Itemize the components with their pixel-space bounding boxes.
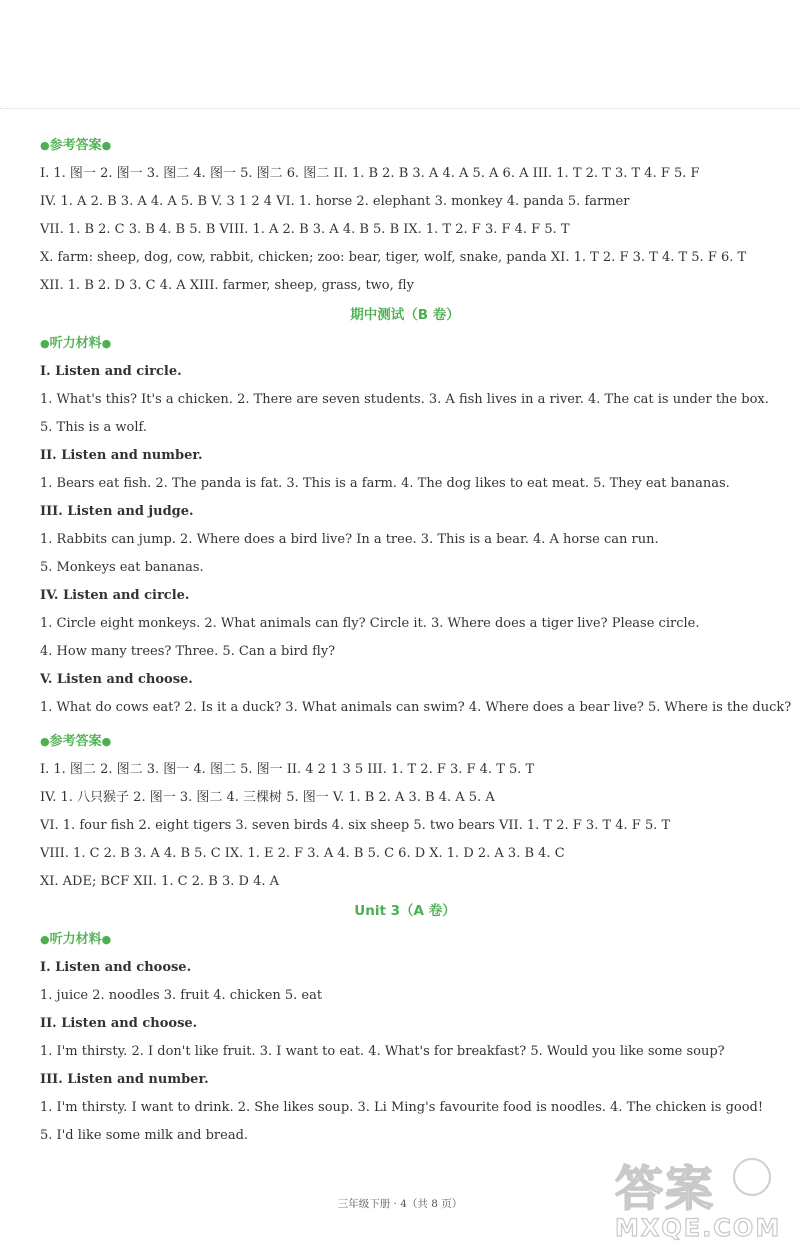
bullet-dot-icon: ●: [40, 139, 50, 152]
watermark-domain: MXQE.COM: [615, 1214, 782, 1242]
answer-line: IV. 1. 八只猴子 2. 图一 3. 图二 4. 三棵树 5. 图一 V. 1. B 2. A 3. B 4. A 5. A: [40, 790, 495, 805]
part-heading: III. Listen and judge.: [40, 504, 194, 519]
bullet-dot-icon: ●: [40, 337, 50, 350]
part-heading: II. Listen and number.: [40, 448, 203, 463]
answer-line: VIII. 1. C 2. B 3. A 4. B 5. C IX. 1. E 2. F 3. A 4. B 5. C 6. D X. 1. D 2. A 3. B 4. C: [40, 846, 565, 861]
bullet-dot-icon: ●: [40, 735, 50, 748]
part-heading: III. Listen and number.: [40, 1072, 209, 1087]
page-footer: 三年级下册 · 4（共 8 页）: [337, 1198, 463, 1210]
answer-line: I. 1. 图二 2. 图二 3. 图一 4. 图二 5. 图一 II. 4 2 1 3 5 III. 1. T 2. F 3. F 4. T 5. T: [40, 762, 535, 777]
watermark-text: 答案: [615, 1161, 716, 1217]
part-heading: IV. Listen and circle.: [40, 588, 190, 603]
bullet-dot-icon: ●: [40, 933, 50, 946]
section-tag-listening-2: ●听力材料●: [40, 932, 112, 947]
bullet-dot-icon: ●: [101, 933, 112, 946]
transcript-line: 1. juice 2. noodles 3. fruit 4. chicken 5. eat: [40, 988, 323, 1003]
bullet-dot-icon: ●: [101, 337, 112, 350]
transcript-line: 1. Bears eat fish. 2. The panda is fat. 3. This is a farm. 4. The dog likes to eat meat. 5. They eat bananas.: [40, 476, 730, 491]
transcript-line: 1. I'm thirsty. 2. I don't like fruit. 3. I want to eat. 4. What's for breakfast? 5. Would you like some soup?: [40, 1044, 725, 1059]
top-divider: [0, 108, 800, 109]
watermark-badge-icon: [733, 1158, 771, 1196]
section-tag-answers-1: ●参考答案●: [40, 138, 112, 153]
answer-line: VII. 1. B 2. C 3. B 4. B 5. B VIII. 1. A 2. B 3. A 4. B 5. B IX. 1. T 2. F 3. F 4. F 5. T: [40, 222, 570, 237]
answer-line: XI. ADE; BCF XII. 1. C 2. B 3. D 4. A: [40, 874, 280, 889]
answer-line: XII. 1. B 2. D 3. C 4. A XIII. farmer, sheep, grass, two, fly: [40, 278, 414, 293]
answer-line: VI. 1. four fish 2. eight tigers 3. seven birds 4. six sheep 5. two bears VII. 1. T 2. F 3. T 4. F 5. T: [40, 818, 671, 833]
answer-line: I. 1. 图一 2. 图一 3. 图二 4. 图一 5. 图二 6. 图二 II. 1. B 2. B 3. A 4. A 5. A 6. A III. 1. T 2. T 3. T 4. F 5. F: [40, 166, 700, 181]
part-heading: II. Listen and choose.: [40, 1016, 198, 1031]
answer-line: X. farm: sheep, dog, cow, rabbit, chicken; zoo: bear, tiger, wolf, snake, panda XI. 1. T 2. F 3. T 4. T 5. F 6. T: [40, 250, 747, 265]
watermark-logo: [615, 1150, 790, 1250]
bullet-dot-icon: ●: [101, 139, 112, 152]
section-title-unit3-a: Unit 3（A 卷）: [354, 903, 456, 919]
transcript-line: 1. Rabbits can jump. 2. Where does a bird live? In a tree. 3. This is a bear. 4. A horse can run.: [40, 532, 659, 547]
section-title-midterm-b: 期中测试（B 卷）: [350, 307, 460, 323]
bullet-dot-icon: ●: [101, 735, 112, 748]
transcript-line: 4. How many trees? Three. 5. Can a bird fly?: [40, 644, 336, 659]
part-heading: I. Listen and choose.: [40, 960, 192, 975]
part-heading: V. Listen and choose.: [40, 672, 193, 687]
transcript-line: 1. Circle eight monkeys. 2. What animals can fly? Circle it. 3. Where does a tiger live? Please circle.: [40, 616, 700, 631]
section-tag-listening-1: ●听力材料●: [40, 336, 112, 351]
page-content: [40, 132, 792, 1150]
transcript-line: 1. What do cows eat? 2. Is it a duck? 3. What animals can swim? 4. Where does a bear live? 5. Where is the duck?: [40, 700, 792, 715]
answer-line: IV. 1. A 2. B 3. A 4. A 5. B V. 3 1 2 4 VI. 1. horse 2. elephant 3. monkey 4. panda 5. farmer: [40, 194, 630, 209]
part-heading: I. Listen and circle.: [40, 364, 182, 379]
transcript-line: 5. This is a wolf.: [40, 420, 147, 435]
transcript-line: 1. I'm thirsty. I want to drink. 2. She likes soup. 3. Li Ming's favourite food is noodles. 4. The chicken is good!: [40, 1100, 764, 1115]
transcript-line: 1. What's this? It's a chicken. 2. There are seven students. 3. A fish lives in a river. 4. The cat is under the box.: [40, 392, 769, 407]
transcript-line: 5. Monkeys eat bananas.: [40, 560, 204, 575]
transcript-line: 5. I'd like some milk and bread.: [40, 1128, 249, 1143]
section-tag-answers-2: ●参考答案●: [40, 734, 112, 749]
